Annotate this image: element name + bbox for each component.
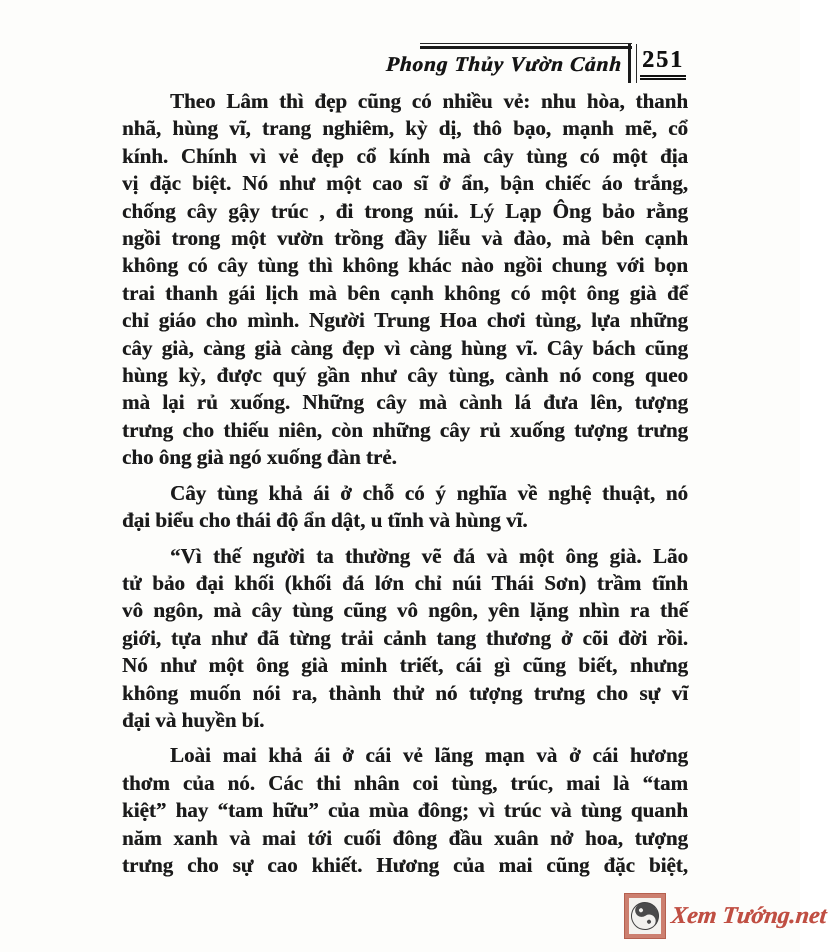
text-line: Theo Lâm thì đẹp cũng có nhiều vẻ: nhu hòa, thanh	[170, 89, 688, 113]
text-line: “Vì thế người ta thường vẽ đá và một ông già. Lão	[170, 543, 688, 568]
text-line: hùng kỳ, được quý gần như cây tùng, cành nó cong queo	[122, 363, 688, 388]
text-line: cho ông già ngó xuống đàn trẻ.	[122, 445, 397, 470]
text-line: không có cây tùng thì không khác nào ngồi chung với bọn	[122, 253, 688, 278]
text-line: chỉ giáo cho mình. Người Trung Hoa chơi tùng, lựa những	[122, 308, 688, 333]
running-head-title: Phong Thủy Vườn Cảnh	[385, 52, 623, 76]
text-line: mà lại rủ xuống. Những cây mà cành lá đưa lên, tượng	[122, 390, 688, 415]
text-line: trưng cho thiếu niên, còn những cây rủ xuống tượng trưng	[122, 417, 688, 442]
text-line: Cây tùng khả ái ở chỗ có ý nghĩa về nghệ thuật, nó	[170, 480, 688, 505]
body-text	[122, 88, 688, 879]
text-line: vô ngôn, mà cây tùng cũng vô ngôn, yên lặng nhìn ra thế	[122, 598, 688, 623]
text-line: Loài mai khả ái ở cái vẻ lãng mạn và ở cái hương	[170, 743, 688, 768]
header-divider	[628, 44, 637, 83]
text-line: chống cây gậy trúc , đi trong núi. Lý Lạp Ông bảo rằng	[122, 198, 688, 223]
watermark[interactable]	[624, 893, 826, 939]
text-line: vị đặc biệt. Nó như một cao sĩ ở ẩn, bận chiếc áo trắng,	[122, 171, 688, 196]
text-line: đại biểu cho thái độ ẩn dật, u tĩnh và hùng vĩ.	[122, 508, 528, 533]
text-line: giới, tựa như đã từng trải cảnh tang thương ở cõi đời rồi.	[122, 625, 688, 650]
text-line: thơm của nó. Các thi nhân coi tùng, trúc, mai là “tam	[122, 770, 688, 795]
text-line: đại và huyền bí.	[122, 707, 265, 732]
text-line: Nó như một ông già minh triết, cái gì cũng biết, nhưng	[122, 653, 688, 678]
text-line: kính. Chính vì vẻ đẹp cổ kính mà cây tùng có một địa	[122, 143, 688, 168]
header-rule	[420, 43, 632, 51]
yin-yang-icon	[624, 893, 666, 939]
text-line: kiệt” hay “tam hữu” của mùa đông; vì trúc và tùng quanh	[122, 798, 688, 823]
text-line: nhã, hùng vĩ, trang nghiêm, kỳ dị, thô bạo, mạnh mẽ, cổ	[122, 116, 688, 141]
paragraph	[122, 543, 688, 735]
watermark-site-name: Xem Tướng.net	[669, 902, 828, 929]
page-number: 251	[640, 47, 686, 80]
text-line: ngồi trong một vườn trồng đầy liễu và đào, mà bên cạnh	[122, 226, 688, 251]
text-line: tử bảo đại khối (khối đá lớn chỉ núi Thái Sơn) trầm tĩnh	[122, 570, 688, 595]
text-line: trai thanh gái lịch mà bên cạnh không có một ông già để	[122, 280, 688, 305]
text-line: năm xanh và mai tới cuối đông đầu xuân nở hoa, tượng	[122, 825, 688, 850]
text-line: cây già, càng già càng đẹp vì càng hùng vĩ. Cây bách cũng	[122, 335, 688, 360]
paragraph	[122, 88, 688, 472]
paragraph	[122, 480, 688, 535]
text-line: không muốn nói ra, thành thử nó tượng trưng cho sự vĩ	[122, 680, 688, 705]
text-line: trưng cho sự cao khiết. Hương của mai cũng đặc biệt,	[122, 852, 688, 877]
paragraph	[122, 742, 688, 879]
